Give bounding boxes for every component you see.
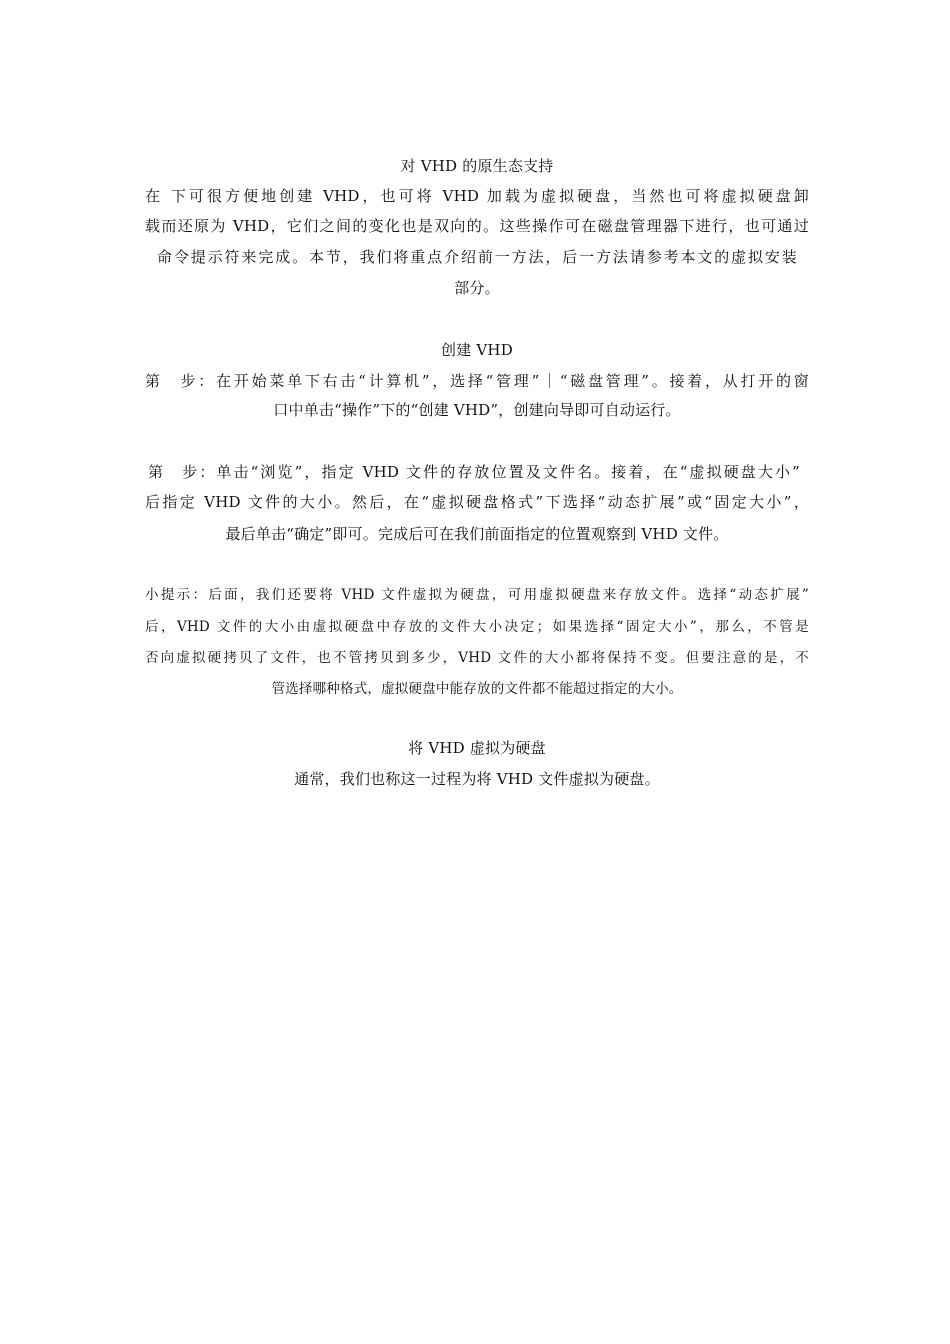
- section-title-mount-vhd: 将 VHD 虚拟为硬盘: [408, 739, 546, 757]
- step-line: 第 步：单击“浏览”，指定 VHD 文件的存放位置及文件名。接着，在“虚拟硬盘大小”: [148, 463, 800, 481]
- tip-line: 后，VHD 文件的大小由虚拟硬盘中存放的文件大小决定；如果选择“固定大小”，那么，不管是: [145, 619, 809, 635]
- paragraph-line: 在 下可很方便地创建 VHD，也可将 VHD 加载为虚拟硬盘，当然也可将虚拟硬盘卸: [145, 187, 809, 205]
- tip-line: 管选择哪种格式，虚拟硬盘中能存放的文件都不能超过指定的大小。: [271, 681, 683, 697]
- step-line: 最后单击“确定”即可。完成后可在我们前面指定的位置观察到 VHD 文件。: [225, 525, 729, 543]
- paragraph-line: 部分。: [454, 279, 500, 297]
- tip-line: 小提示：后面，我们还要将 VHD 文件虚拟为硬盘，可用虚拟硬盘来存放文件。选择“动态扩展”: [145, 587, 809, 603]
- paragraph-line: 通常，我们也称这一过程为将 VHD 文件虚拟为硬盘。: [294, 770, 660, 788]
- section-title-create-vhd: 创建 VHD: [441, 341, 513, 359]
- paragraph-line: 命令提示符来完成。本节，我们将重点介绍前一方法，后一方法请参考本文的虚拟安装: [157, 248, 797, 266]
- step-line: 第 步：在开始菜单下右击“计算机”，选择“管理”｜“磁盘管理”。接着，从打开的窗: [145, 372, 809, 390]
- section-title-native-vhd: 对 VHD 的原生态支持: [400, 157, 554, 175]
- step-line: 口中单击“操作”下的“创建 VHD”，创建向导即可自动运行。: [273, 401, 681, 419]
- paragraph-line: 载而还原为 VHD，它们之间的变化也是双向的。这些操作可在磁盘管理器下进行，也可通过: [145, 217, 809, 235]
- step-line: 后指定 VHD 文件的大小。然后，在“虚拟硬盘格式”下选择“动态扩展”或“固定大小”，: [145, 493, 809, 511]
- tip-line: 否向虚拟硬拷贝了文件，也不管拷贝到多少，VHD 文件的大小都将保持不变。但要注意的是，不: [145, 650, 809, 666]
